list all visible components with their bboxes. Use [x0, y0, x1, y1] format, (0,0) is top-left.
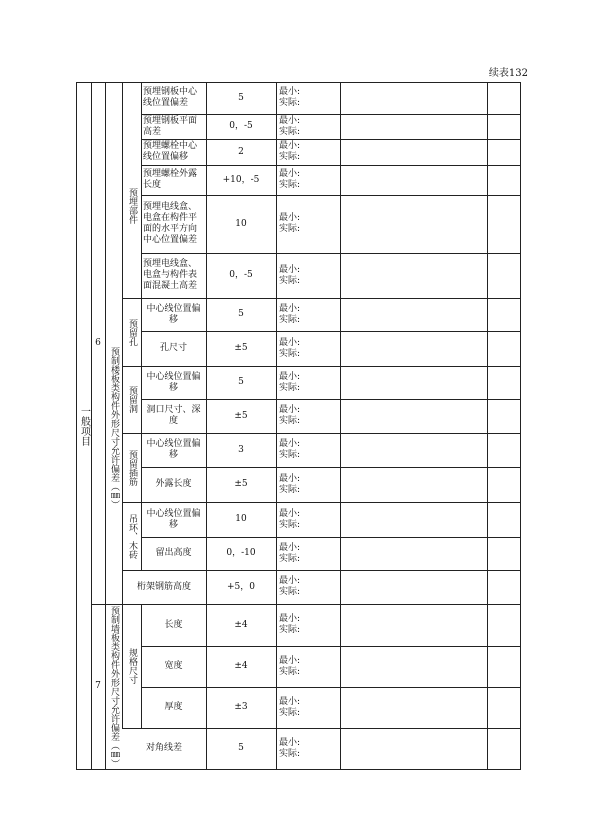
record-min-label: 最小: — [279, 508, 301, 519]
sub-embedded-parts-text: 预埋部件 — [127, 188, 137, 224]
row-tolerance — [206, 604, 276, 646]
record-min-label: 最小: — [279, 115, 301, 126]
category-general-items — [76, 82, 91, 769]
record-min-label: 最小: — [279, 696, 301, 707]
record-actual-label: 实际: — [279, 587, 301, 597]
group-floor-slab — [105, 252, 122, 604]
record-min-label: 最小: — [279, 737, 301, 748]
record-actual-label: 实际: — [279, 180, 301, 190]
row-item-name-text: 对角线差 — [145, 743, 182, 753]
record-actual-label: 实际: — [279, 748, 301, 759]
record-actual-label: 实际: — [279, 416, 301, 426]
item-number-6 — [91, 82, 105, 604]
row-tolerance-text: 5 — [238, 743, 244, 753]
row-record — [279, 304, 300, 326]
row-item-name-text: 孔尺寸 — [159, 343, 187, 353]
row-item-name-text: 中心线位置偏移 — [146, 303, 201, 325]
row-record — [279, 141, 300, 163]
record-min-label: 最小: — [279, 169, 301, 179]
col-border — [520, 82, 521, 770]
row-tolerance-text: 0，-5 — [229, 121, 253, 131]
sub-reserved-opening — [122, 366, 141, 433]
row-tolerance-text: ±4 — [234, 661, 248, 671]
row-tolerance — [206, 728, 276, 769]
row-tolerance — [206, 399, 276, 433]
record-actual-label: 实际: — [279, 126, 301, 137]
row-item-name — [143, 139, 204, 165]
row-tolerance-text: ±5 — [234, 479, 248, 489]
row-tolerance — [206, 646, 276, 687]
page-label: 续表132 — [488, 68, 528, 79]
row-item-name — [143, 165, 204, 195]
item-number-7-text: 7 — [95, 681, 101, 691]
row-tolerance-text: 10 — [235, 514, 247, 524]
row-item-name-text: 留出高度 — [155, 548, 192, 558]
item-number-7 — [91, 604, 105, 769]
sub-reserved-hole — [122, 298, 141, 366]
row-record — [279, 614, 300, 636]
record-min-label: 最小: — [279, 213, 301, 223]
col-border — [487, 82, 488, 770]
table-bottom-border — [76, 769, 521, 770]
row-tolerance — [206, 298, 276, 331]
row-item-name — [143, 366, 204, 399]
row-tolerance-text: +5，0 — [227, 581, 255, 592]
row-tolerance — [206, 537, 276, 570]
record-actual-label: 实际: — [279, 224, 301, 234]
row-tolerance — [206, 139, 276, 165]
row-tolerance-text: 3 — [238, 444, 244, 455]
record-min-label: 最小: — [279, 614, 301, 624]
item-number-6-text: 6 — [95, 337, 101, 348]
sub-spec-size — [122, 604, 141, 728]
row-item-name-text: 预埋钢板平面高差 — [143, 115, 198, 137]
row-item-name — [124, 728, 204, 769]
row-tolerance — [206, 687, 276, 728]
row-item-name-text: 中心线位置偏移 — [146, 371, 201, 393]
row-tolerance-text: 0，-5 — [229, 270, 253, 280]
group-wall-panel — [105, 604, 122, 769]
record-actual-label: 实际: — [279, 348, 301, 359]
record-min-label: 最小: — [279, 337, 301, 348]
row-tolerance — [206, 195, 276, 253]
row-item-name — [143, 82, 204, 114]
row-item-name — [143, 253, 204, 298]
sub-spec-size-text: 规格尺寸 — [127, 648, 137, 684]
record-min-label: 最小: — [279, 473, 301, 484]
record-min-label: 最小: — [279, 439, 301, 449]
row-item-name — [143, 195, 204, 253]
row-item-name-text: 中心线位置偏移 — [146, 508, 201, 530]
row-item-name-text: 预埋螺栓外露长度 — [143, 169, 198, 190]
row-record — [279, 372, 300, 394]
row-item-name-text: 中心线位置偏移 — [146, 439, 201, 460]
row-record — [279, 338, 300, 360]
row-tolerance-text: 5 — [238, 309, 244, 319]
record-actual-label: 实际: — [279, 98, 301, 108]
record-min-label: 最小: — [279, 655, 301, 666]
sub-reserved-rebar-text: 预留插筋 — [127, 449, 137, 486]
record-actual-label: 实际: — [279, 484, 301, 495]
row-item-name — [143, 433, 204, 467]
row-tolerance — [206, 165, 276, 195]
record-actual-label: 实际: — [279, 314, 301, 325]
record-actual-label: 实际: — [279, 450, 301, 460]
record-min-label: 最小: — [279, 141, 301, 151]
category-general-items-text: 一般项目 — [78, 405, 90, 446]
row-item-name-text: 预埋电线盒、电盒在构件平面的水平方向中心位置偏差 — [143, 202, 198, 245]
row-item-name-text: 预埋螺栓中心线位置偏移 — [143, 141, 198, 162]
row-item-name — [143, 399, 204, 433]
record-min-label: 最小: — [279, 405, 301, 415]
sub-lifting-ring-text: 吊环、木砖 — [127, 513, 137, 559]
row-tolerance — [206, 366, 276, 399]
record-actual-label: 实际: — [279, 666, 301, 677]
row-record — [279, 213, 300, 235]
row-tolerance-text: 5 — [238, 92, 244, 103]
record-min-label: 最小: — [279, 576, 301, 586]
row-tolerance — [206, 467, 276, 502]
group-floor-slab-text: 预制楼板类构件外形尺寸允许偏差（㎜） — [109, 347, 119, 509]
row-record — [279, 265, 300, 287]
row-tolerance — [206, 331, 276, 366]
record-min-label: 最小: — [279, 303, 301, 314]
sub-lifting-ring — [122, 502, 141, 570]
row-item-name-text: 预埋钢板中心线位置偏差 — [143, 87, 198, 108]
row-tolerance — [206, 433, 276, 467]
row-item-name-text: 宽度 — [164, 661, 183, 671]
sub-embedded-parts — [122, 114, 141, 298]
row-item-name — [143, 502, 204, 537]
row-record — [279, 509, 300, 531]
row-tolerance — [206, 502, 276, 537]
row-record — [279, 169, 300, 191]
record-min-label: 最小: — [279, 542, 301, 553]
row-tolerance-text: 2 — [238, 146, 244, 157]
row-tolerance — [206, 82, 276, 114]
sub-reserved-opening-text: 预留洞 — [127, 386, 137, 413]
row-item-name-text: 外露长度 — [155, 479, 192, 489]
row-record — [279, 474, 300, 496]
row-item-name — [143, 687, 204, 728]
row-tolerance — [206, 114, 276, 139]
row-record — [279, 656, 300, 678]
sub-reserved-hole-text: 预留孔 — [127, 318, 137, 346]
record-actual-label: 实际: — [279, 519, 301, 530]
row-tolerance-text: 0，-10 — [226, 548, 256, 558]
row-record — [279, 116, 300, 138]
row-item-name-text: 厚度 — [164, 702, 183, 712]
record-actual-label: 实际: — [279, 382, 301, 393]
row-item-name — [143, 114, 204, 139]
row-record — [279, 697, 300, 719]
record-min-label: 最小: — [279, 87, 301, 97]
row-record — [279, 439, 300, 461]
row-item-name-text: 桁架钢筋高度 — [136, 581, 191, 592]
row-item-name-text: 预埋电线盒、电盒与构件表面混凝土高差 — [143, 259, 198, 291]
row-tolerance-text: 5 — [238, 377, 244, 387]
row-tolerance — [206, 253, 276, 298]
record-actual-label: 实际: — [279, 553, 301, 564]
record-actual-label: 实际: — [279, 275, 301, 286]
row-item-name — [143, 298, 204, 331]
record-actual-label: 实际: — [279, 707, 301, 718]
record-actual-label: 实际: — [279, 625, 301, 635]
row-record — [279, 405, 300, 427]
row-tolerance-text: +10，-5 — [222, 174, 260, 185]
row-item-name — [143, 467, 204, 502]
row-tolerance-text: ±4 — [234, 619, 248, 630]
record-min-label: 最小: — [279, 264, 301, 275]
row-tolerance-text: ±5 — [234, 410, 248, 421]
row-item-name — [143, 537, 204, 570]
row-item-name — [143, 646, 204, 687]
row-tolerance-text: ±5 — [234, 343, 248, 353]
col-border — [340, 82, 341, 770]
row-item-name-text: 洞口尺寸、深度 — [146, 405, 201, 426]
row-record — [279, 543, 300, 565]
row-record — [279, 576, 300, 598]
sub-reserved-rebar — [122, 433, 141, 502]
row-item-name-text: 长度 — [164, 619, 183, 630]
row-record — [279, 87, 300, 109]
record-min-label: 最小: — [279, 371, 301, 382]
row-tolerance — [206, 570, 276, 604]
row-item-name — [143, 604, 204, 646]
col-border — [276, 82, 277, 770]
row-record — [279, 738, 300, 760]
group-wall-panel-text: 预制墙板类构件外形尺寸允许偏差（㎜） — [109, 605, 119, 768]
row-tolerance-text: 10 — [235, 218, 247, 229]
row-item-name — [124, 570, 204, 604]
col-border — [141, 604, 142, 729]
row-tolerance-text: ±3 — [234, 702, 248, 712]
record-actual-label: 实际: — [279, 152, 301, 162]
col-border — [141, 82, 142, 571]
row-item-name — [143, 331, 204, 366]
